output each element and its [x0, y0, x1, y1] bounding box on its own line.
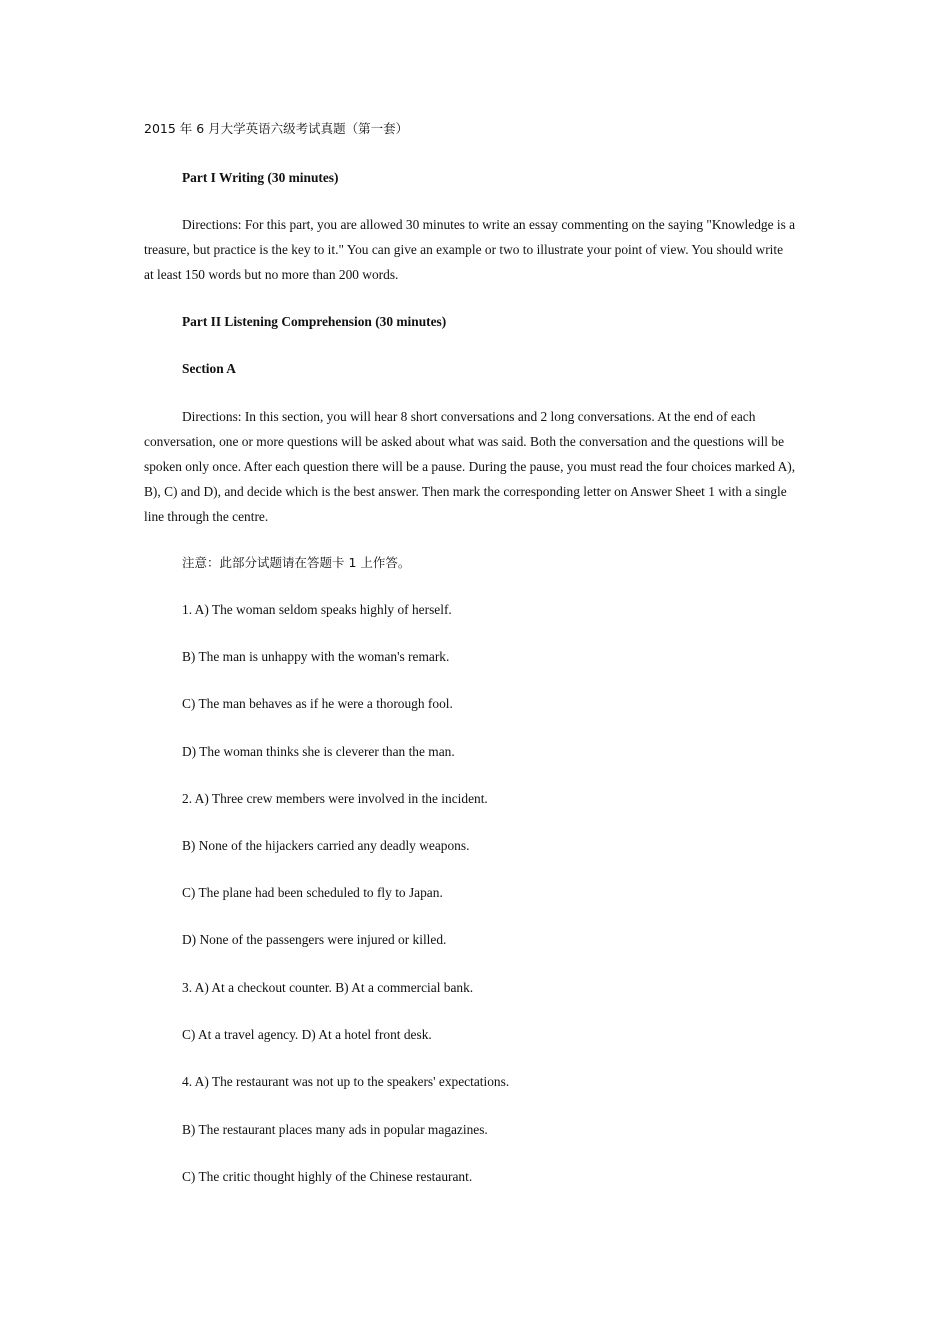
- part2-heading: Part II Listening Comprehension (30 minutes): [182, 314, 447, 329]
- question-item: B) The restaurant places many ads in popular magazines.: [182, 1122, 488, 1137]
- question-item: 2. A) Three crew members were involved in the incident.: [182, 791, 488, 806]
- question-item: 4. A) The restaurant was not up to the speakers' expectations.: [182, 1074, 510, 1089]
- question-item: C) The plane had been scheduled to fly to Japan.: [182, 885, 443, 900]
- question-item: 1. A) The woman seldom speaks highly of herself.: [182, 602, 452, 617]
- question-item: C) At a travel agency. D) At a hotel front desk.: [182, 1027, 432, 1042]
- question-item: B) None of the hijackers carried any deadly weapons.: [182, 838, 470, 853]
- question-item: D) The woman thinks she is cleverer than the man.: [182, 744, 455, 759]
- answer-note: 注意：此部分试题请在答题卡 1 上作答。: [182, 555, 411, 570]
- question-item: D) None of the passengers were injured or killed.: [182, 932, 447, 947]
- document-title: 2015 年 6 月大学英语六级考试真题（第一套）: [144, 121, 409, 136]
- question-item: C) The man behaves as if he were a thorough fool.: [182, 696, 453, 711]
- section-a-heading: Section A: [182, 361, 236, 376]
- question-item: C) The critic thought highly of the Chinese restaurant.: [182, 1169, 473, 1184]
- part2-directions: Directions: In this section, you will hear 8 short conversations and 2 long conversations. At the end of each conversation, one or more questions will be asked about what was said. Both the conversation and the questions will be spoken only once. After each question there will be a pause. During the pause, you must read the four choices marked A), B), C) and D), and decide which is the best answer. Then mark the corresponding letter on Answer Sheet 1 with a single line through the centre.: [144, 409, 796, 524]
- part1-heading: Part I Writing (30 minutes): [182, 170, 339, 185]
- question-item: B) The man is unhappy with the woman's remark.: [182, 649, 450, 664]
- part1-directions: Directions: For this part, you are allowed 30 minutes to write an essay commenting on the saying "Knowledge is a treasure, but practice is the key to it." You can give an example or two to illustrate your point of view. You should write at least 150 words but no more than 200 words.: [144, 217, 796, 282]
- question-item: 3. A) At a checkout counter. B) At a commercial bank.: [182, 980, 474, 995]
